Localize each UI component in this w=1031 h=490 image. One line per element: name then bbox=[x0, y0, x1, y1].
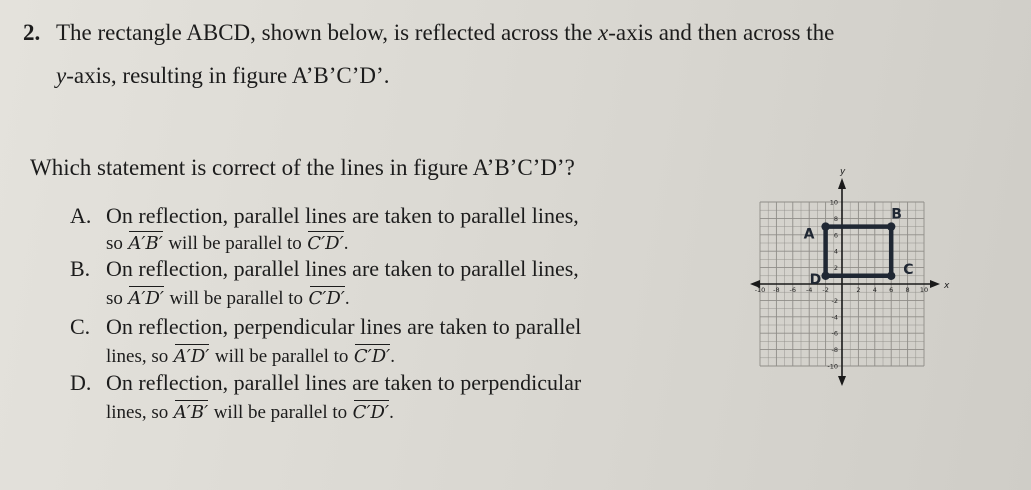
question-line-2 bbox=[56, 63, 389, 89]
x-axis-label: x bbox=[944, 281, 950, 291]
vertex-label-c: C bbox=[903, 261, 914, 278]
question-line-1-end: -axis and then across the bbox=[608, 20, 835, 45]
option-a-line-1: On reflection, parallel lines are taken to parallel lines, bbox=[106, 203, 579, 228]
option-c-letter[interactable]: C. bbox=[70, 314, 91, 339]
option-a-period: . bbox=[343, 233, 349, 254]
y-tick-label: -8 bbox=[831, 346, 838, 355]
y-tick-label: -4 bbox=[831, 313, 838, 322]
vertex-point-c bbox=[887, 272, 895, 280]
x-axis-arrow-icon bbox=[930, 280, 940, 288]
y-tick-label: 10 bbox=[829, 198, 838, 207]
option-b-segment-2: C′D′ bbox=[309, 285, 345, 309]
option-a-prefix: so bbox=[106, 233, 123, 254]
option-d-segment-2: C′D′ bbox=[353, 399, 389, 423]
x-tick-label: -8 bbox=[773, 286, 780, 294]
option-c-prefix: lines, so bbox=[106, 346, 169, 367]
option-d-middle: will be parallel to bbox=[213, 402, 348, 423]
x-tick-label: -10 bbox=[754, 286, 766, 294]
question-line-1-start: The rectangle ABCD, shown below, is reflected across the bbox=[56, 20, 593, 45]
option-d-letter[interactable]: D. bbox=[70, 370, 92, 395]
y-axis-arrow-down-icon bbox=[838, 376, 846, 386]
y-axis-arrow-icon bbox=[838, 178, 846, 189]
x-tick-label: -4 bbox=[805, 286, 813, 294]
x-variable: x bbox=[598, 20, 609, 45]
option-a-line-2 bbox=[106, 229, 348, 255]
question-number: 2. bbox=[23, 20, 41, 45]
vertex-point-b bbox=[887, 222, 895, 230]
vertex-point-a bbox=[821, 222, 829, 230]
option-d-segment-1: A′B′ bbox=[174, 399, 208, 423]
x-tick-label: 6 bbox=[889, 286, 894, 294]
option-c-middle: will be parallel to bbox=[214, 346, 349, 367]
y-tick-label: 6 bbox=[833, 231, 838, 240]
question-line-2-end: -axis, resulting in figure A’B’C’D’. bbox=[66, 63, 390, 88]
y-tick-label: -10 bbox=[827, 362, 838, 371]
option-d-prefix: lines, so bbox=[106, 402, 169, 423]
x-tick-label: 8 bbox=[905, 286, 910, 294]
x-tick-label: 2 bbox=[856, 286, 861, 294]
y-variable: y bbox=[56, 63, 67, 88]
option-b-line-1: On reflection, parallel lines are taken to parallel lines, bbox=[106, 256, 579, 281]
y-tick-label: -2 bbox=[831, 296, 838, 305]
question-prompt: Which statement is correct of the lines in figure A’B’C’D’? bbox=[30, 155, 575, 180]
y-axis-label: y bbox=[840, 167, 846, 177]
y-tick-label: 8 bbox=[833, 214, 838, 223]
option-c-segment-1: A′D′ bbox=[174, 343, 210, 367]
option-c-segment-2: C′D′ bbox=[354, 343, 390, 367]
option-d-line-2 bbox=[106, 398, 394, 424]
option-b-line-2 bbox=[106, 284, 350, 310]
option-a-segment-2: C′D′ bbox=[307, 230, 343, 254]
y-tick-label: -6 bbox=[831, 329, 838, 338]
x-tick-label: -2 bbox=[822, 286, 829, 294]
vertex-label-d: D bbox=[809, 271, 822, 288]
option-d-period: . bbox=[389, 402, 394, 423]
option-b-letter[interactable]: B. bbox=[70, 256, 91, 281]
x-tick-label: 4 bbox=[872, 286, 877, 294]
vertex-label-a: A bbox=[803, 226, 815, 243]
x-tick-label: 10 bbox=[919, 286, 929, 294]
x-tick-label: -6 bbox=[789, 286, 797, 294]
option-a-segment-1: A′B′ bbox=[128, 230, 162, 254]
option-b-prefix: so bbox=[106, 288, 123, 309]
option-b-period: . bbox=[344, 288, 350, 309]
option-c-line-2 bbox=[106, 342, 395, 368]
option-a-middle: will be parallel to bbox=[168, 233, 302, 254]
vertex-point-d bbox=[821, 272, 829, 280]
vertex-label-b: B bbox=[891, 206, 902, 223]
option-b-middle: will be parallel to bbox=[169, 288, 303, 309]
coordinate-grid bbox=[672, 76, 1027, 486]
question-line-1 bbox=[56, 20, 834, 46]
y-tick-label: 4 bbox=[833, 247, 838, 256]
y-tick-label: 2 bbox=[833, 264, 838, 273]
option-c-period: . bbox=[390, 346, 396, 367]
option-c-line-1: On reflection, perpendicular lines are taken to parallel bbox=[106, 314, 582, 339]
option-a-letter[interactable]: A. bbox=[70, 203, 92, 228]
option-b-segment-1: A′D′ bbox=[128, 285, 164, 309]
option-d-line-1: On reflection, parallel lines are taken to perpendicular bbox=[106, 370, 582, 395]
